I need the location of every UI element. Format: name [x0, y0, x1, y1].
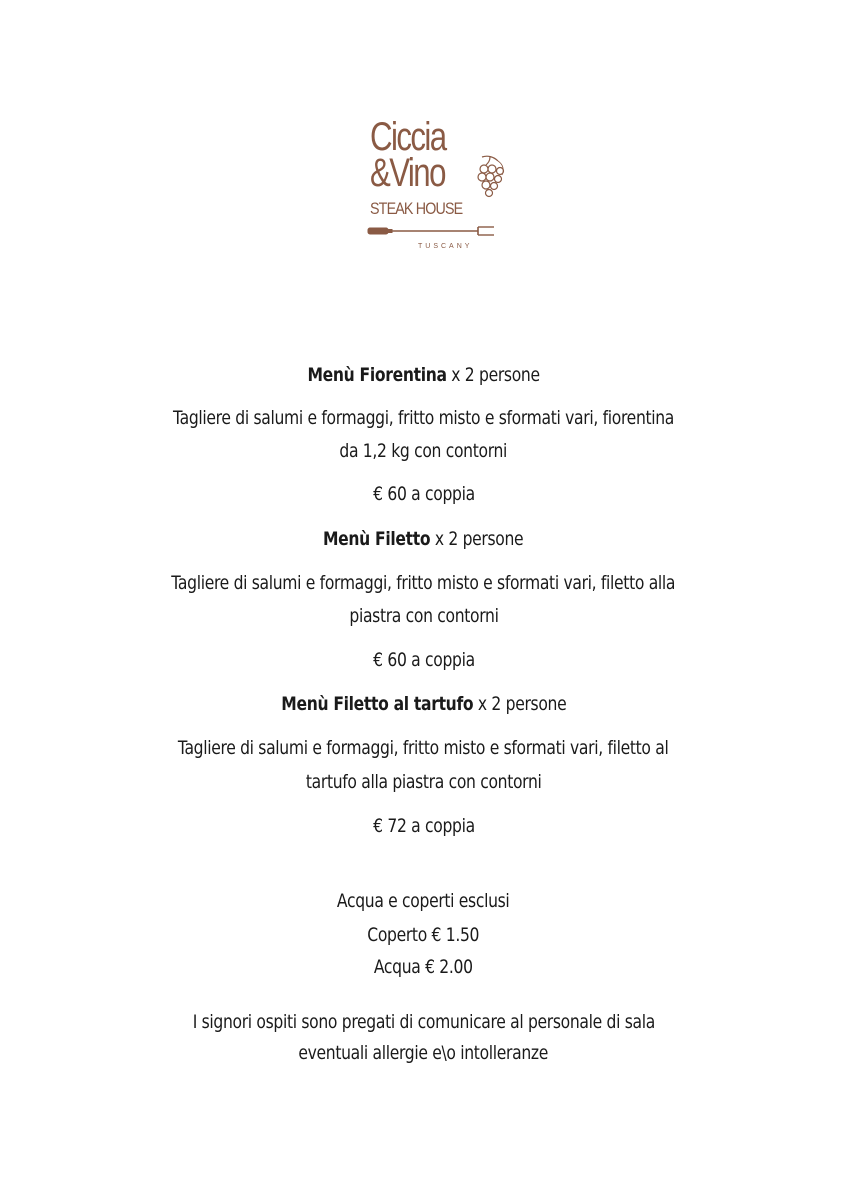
extras-note: Acqua e coperti esclusi — [337, 890, 510, 912]
logo-text-vino: &Vino — [370, 151, 445, 195]
menu-heading — [0, 364, 847, 386]
menu-heading — [0, 693, 847, 715]
cover-charge: Coperto € 1.50 — [367, 924, 480, 946]
logo-text-steak-house: STEAK HOUSE — [370, 199, 463, 218]
menu-description-line: Tagliere di salumi e formaggi, fritto misto e sformati vari, fiorentina — [172, 407, 675, 429]
menu-description-line: piastra con contorni — [348, 605, 499, 627]
menu-persons: x 2 persone — [435, 528, 524, 550]
menu-description-line: da 1,2 kg con contorni — [339, 440, 508, 462]
logo-text-ciccia: Ciccia — [370, 115, 446, 159]
allergy-notice: eventuali allergie e\o intolleranze — [298, 1042, 549, 1064]
menu-price: € 72 a coppia — [372, 815, 475, 837]
logo-text-tuscany: TUSCANY — [418, 243, 473, 250]
menu-heading — [0, 528, 847, 550]
menu-title: Menù Fiorentina — [307, 364, 447, 386]
menu-price: € 60 a coppia — [372, 483, 475, 505]
menu-description-line: tartufo alla piastra con contorni — [305, 771, 542, 793]
menu-persons: x 2 persone — [477, 693, 567, 715]
menu-title: Menù Filetto al tartufo — [280, 693, 473, 715]
menu-persons: x 2 persone — [451, 364, 540, 386]
menu-description-line: Tagliere di salumi e formaggi, fritto misto e sformati vari, filetto alla — [171, 572, 676, 594]
menu-title: Menù Filetto — [323, 528, 431, 550]
allergy-notice: I signori ospiti sono pregati di comunicare al personale di sala — [192, 1011, 655, 1033]
menu-price: € 60 a coppia — [372, 649, 475, 671]
menu-description-line: Tagliere di salumi e formaggi, fritto misto e sformati vari, filetto al — [178, 737, 669, 759]
water-charge: Acqua € 2.00 — [374, 956, 473, 978]
